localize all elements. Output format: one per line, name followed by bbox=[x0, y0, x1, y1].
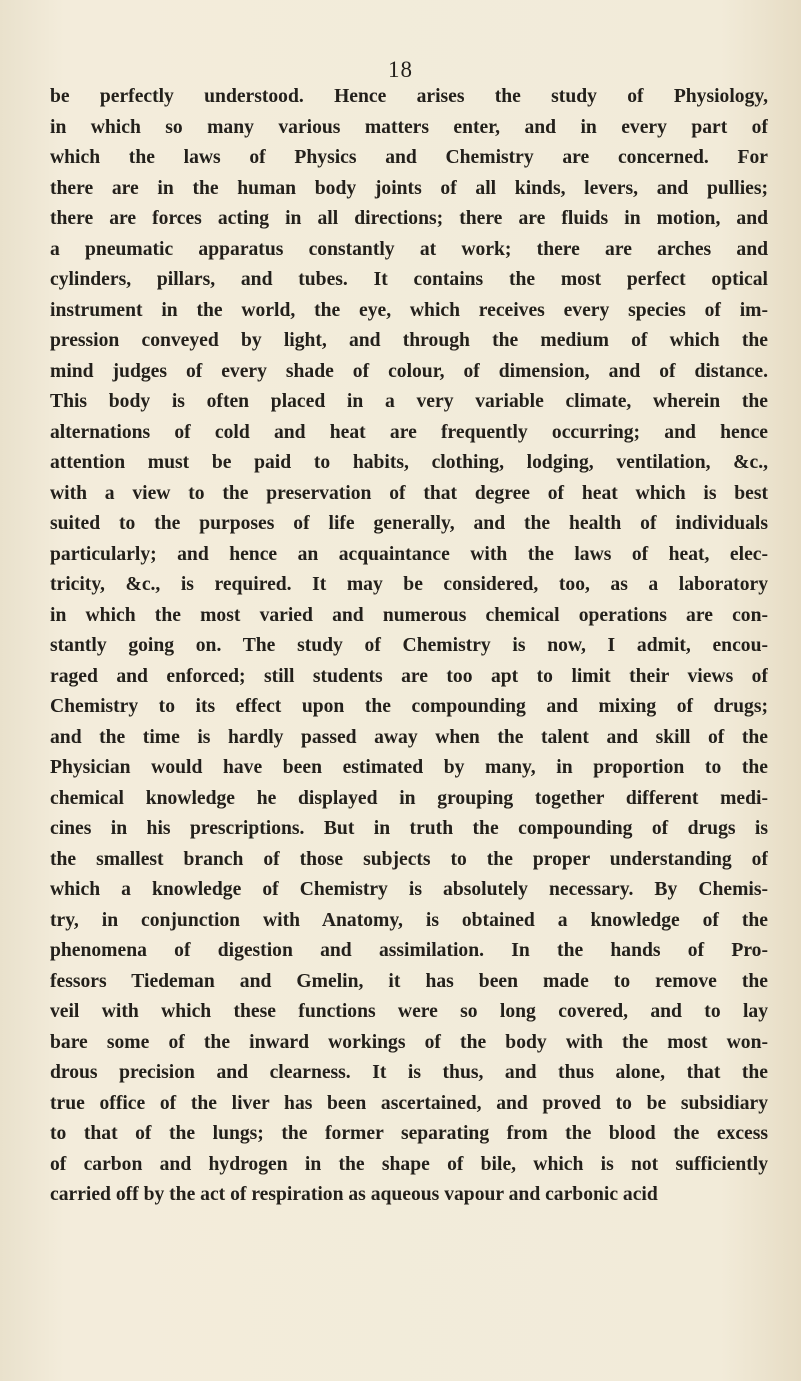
text-line: tricity, &c., is required. It may be considered, too, as a laboratory bbox=[50, 574, 768, 595]
text-line: of carbon and hydrogen in the shape of bile, which is not sufficiently bbox=[50, 1153, 768, 1175]
text-line: instrument in the world, the eye, which receives every species of im- bbox=[50, 299, 768, 321]
text-line: cylinders, pillars, and tubes. It contains the most perfect optical bbox=[50, 269, 768, 290]
text-line: alternations of cold and heat are frequently occurring; and hence bbox=[50, 421, 768, 443]
text-line: raged and enforced; still students are too apt to limit their views of bbox=[50, 665, 768, 687]
page-number: 18 bbox=[388, 57, 413, 82]
text-line: which the laws of Physics and Chemistry are concerned. For bbox=[50, 147, 768, 168]
text-line: attention must be paid to habits, clothing, lodging, ventilation, &c., bbox=[50, 452, 768, 473]
text-line: be perfectly understood. Hence arises the study of Physiology, bbox=[50, 86, 768, 107]
text-line: carried off by the act of respiration as aqueous vapour and carbonic acid bbox=[50, 1184, 658, 1205]
text-line: drous precision and clearness. It is thus, and thus alone, that the bbox=[50, 1062, 768, 1083]
text-line: bare some of the inward workings of the body with the most won- bbox=[50, 1031, 768, 1053]
text-line: chemical knowledge he displayed in grouping together different medi- bbox=[50, 787, 768, 809]
text-line: This body is often placed in a very variable climate, wherein the bbox=[50, 391, 768, 412]
text-line: stantly going on. The study of Chemistry is now, I admit, encou- bbox=[50, 635, 768, 656]
text-line: with a view to the preservation of that degree of heat which is best bbox=[50, 482, 768, 504]
text-line: try, in conjunction with Anatomy, is obtained a knowledge of the bbox=[50, 909, 768, 931]
text-line: and the time is hardly passed away when the talent and skill of the bbox=[50, 726, 768, 748]
text-line: suited to the purposes of life generally, and the health of individuals bbox=[50, 513, 768, 534]
text-line: in which the most varied and numerous chemical operations are con- bbox=[50, 604, 768, 626]
text-line: particularly; and hence an acquaintance with the laws of heat, elec- bbox=[50, 543, 768, 565]
text-line: mind judges of every shade of colour, of dimension, and of distance. bbox=[50, 360, 768, 382]
text-line: a pneumatic apparatus constantly at work; there are arches and bbox=[50, 238, 768, 260]
text-line: which a knowledge of Chemistry is absolutely necessary. By Chemis- bbox=[50, 879, 768, 900]
text-line: to that of the lungs; the former separating from the blood the excess bbox=[50, 1123, 768, 1144]
text-line: phenomena of digestion and assimilation. In the hands of Pro- bbox=[50, 940, 768, 961]
text-line: Physician would have been estimated by many, in proportion to the bbox=[50, 757, 768, 778]
text-line: veil with which these functions were so long covered, and to lay bbox=[50, 1001, 768, 1022]
text-line: true office of the liver has been ascertained, and proved to be subsidiary bbox=[50, 1092, 768, 1114]
text-line: there are forces acting in all directions; there are fluids in motion, and bbox=[50, 208, 768, 229]
text-line: there are in the human body joints of all kinds, levers, and pullies; bbox=[50, 177, 768, 199]
text-line: fessors Tiedeman and Gmelin, it has been made to remove the bbox=[50, 970, 768, 992]
text-line: pression conveyed by light, and through the medium of which the bbox=[50, 330, 768, 351]
text-line: the smallest branch of those subjects to the proper understanding of bbox=[50, 848, 768, 870]
text-line: in which so many various matters enter, and in every part of bbox=[50, 116, 768, 138]
body-text bbox=[50, 82, 768, 1211]
text-line: cines in his prescriptions. But in truth the compounding of drugs is bbox=[50, 818, 768, 839]
text-line: Chemistry to its effect upon the compounding and mixing of drugs; bbox=[50, 696, 768, 717]
